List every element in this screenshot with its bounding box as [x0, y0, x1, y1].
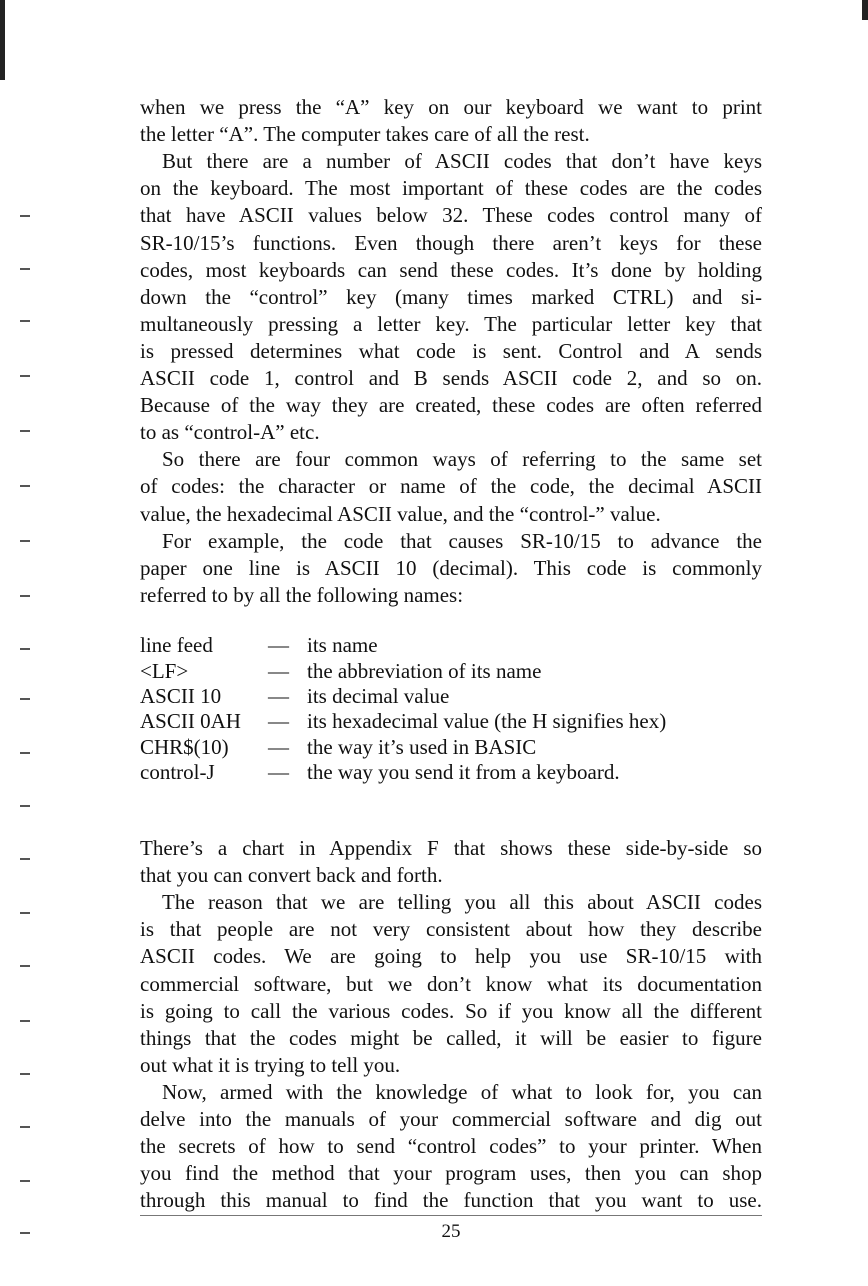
binding-mark: [20, 858, 30, 860]
binding-mark: [20, 1020, 30, 1022]
text-line: that have ASCII values below 32. These codes control many of: [140, 203, 762, 228]
binding-mark: [20, 805, 30, 807]
list-dash: —: [268, 735, 289, 759]
text-line: to as “control-A” etc.: [140, 420, 320, 445]
text-line: SR-10/15’s functions. Even though there aren’t keys for these: [140, 230, 762, 255]
text-line: There’s a chart in Appendix F that shows these side-by-side so: [140, 836, 762, 860]
text-line: of codes: the character or name of the code, the decimal ASCII: [140, 474, 762, 499]
text-line: on the keyboard. The most important of these codes are the codes: [140, 176, 762, 201]
scan-edge-left: [0, 0, 5, 80]
text-line: things that the codes might be called, it will be easier to figure: [140, 1025, 762, 1050]
list-description: the abbreviation of its name: [307, 659, 542, 683]
text-line: when we press the “A” key on our keyboard we want to print: [140, 95, 762, 119]
text-line: value, the hexadecimal ASCII value, and the “control-” value.: [140, 501, 661, 526]
text-line: Because of the way they are created, these codes are often referred: [140, 393, 762, 418]
list-term: line feed: [140, 633, 213, 657]
text-line: The reason that we are telling you all this about ASCII codes: [162, 890, 762, 915]
list-dash: —: [268, 684, 289, 708]
scan-edge-right: [862, 0, 868, 20]
binding-mark: [20, 215, 30, 217]
page-number: 25: [441, 1221, 461, 1242]
list-description: the way you send it from a keyboard.: [307, 760, 620, 784]
list-dash: —: [268, 709, 289, 733]
list-term: <LF>: [140, 659, 189, 683]
binding-mark: [20, 648, 30, 650]
text-line: multaneously pressing a letter key. The particular letter key that: [140, 311, 762, 336]
text-line: down the “control” key (many times marked CTRL) and si-: [140, 284, 762, 309]
binding-mark: [20, 485, 30, 487]
binding-mark: [20, 595, 30, 597]
list-dash: —: [268, 659, 289, 683]
binding-mark: [20, 430, 30, 432]
binding-mark: [20, 375, 30, 377]
binding-mark: [20, 1073, 30, 1075]
text-line: the secrets of how to send “control codes” to your printer. When: [140, 1134, 762, 1159]
footer-rule: [140, 1215, 762, 1216]
binding-mark: [20, 698, 30, 700]
text-line: is going to call the various codes. So if you know all the different: [140, 998, 762, 1023]
list-description: its decimal value: [307, 684, 450, 708]
list-dash: —: [268, 760, 289, 784]
text-line: Now, armed with the knowledge of what to look for, you can: [162, 1079, 762, 1104]
text-line: ASCII code 1, control and B sends ASCII code 2, and so on.: [140, 366, 762, 390]
binding-mark: [20, 320, 30, 322]
list-term: ASCII 10: [140, 684, 222, 708]
binding-mark: [20, 752, 30, 754]
binding-mark: [20, 965, 30, 967]
text-line: For example, the code that causes SR-10/15 to advance the: [162, 528, 762, 553]
text-line: codes, most keyboards can send these codes. It’s done by holding: [140, 257, 762, 282]
text-line: through this manual to find the function that you want to use.: [140, 1188, 762, 1213]
list-term: CHR$(10): [140, 735, 229, 759]
text-line: But there are a number of ASCII codes that don’t have keys: [162, 149, 762, 174]
binding-mark: [20, 1126, 30, 1128]
text-line: the letter “A”. The computer takes care of all the rest.: [140, 122, 590, 147]
list-description: the way it’s used in BASIC: [307, 735, 537, 759]
binding-mark: [20, 912, 30, 914]
binding-mark: [20, 540, 30, 542]
list-dash: —: [268, 633, 289, 657]
text-line: is pressed determines what code is sent. Control and A sends: [140, 338, 762, 363]
text-line: you find the method that your program uses, then you can shop: [140, 1161, 762, 1186]
text-line: that you can convert back and forth.: [140, 863, 443, 888]
binding-mark: [20, 1180, 30, 1182]
text-line: referred to by all the following names:: [140, 582, 464, 607]
text-line: ASCII codes. We are going to help you use SR-10/15 with: [140, 944, 762, 969]
text-line: commercial software, but we don’t know what its documentation: [140, 971, 762, 996]
list-term: control-J: [140, 760, 215, 784]
list-description: its name: [307, 633, 378, 657]
binding-mark: [20, 268, 30, 270]
text-line: is that people are not very consistent about how they describe: [140, 917, 762, 942]
text-line: out what it is trying to tell you.: [140, 1052, 401, 1077]
text-line: delve into the manuals of your commercial software and dig out: [140, 1107, 762, 1131]
list-term: ASCII 0AH: [140, 709, 241, 733]
text-line: paper one line is ASCII 10 (decimal). This code is commonly: [140, 555, 762, 580]
list-description: its hexadecimal value (the H signifies hex): [307, 709, 667, 733]
text-line: So there are four common ways of referring to the same set: [162, 447, 762, 472]
